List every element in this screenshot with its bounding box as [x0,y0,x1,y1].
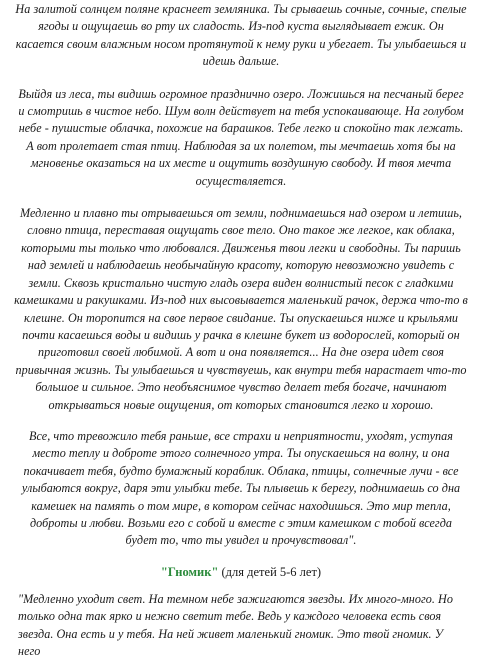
paragraph-flight: Медленно и плавно ты отрываешься от земли, поднимаешься над озером и летишь, словно птица, переставая ощущать свое тело. Оно такое же легкое, как облака, которыми ты только что любовался. Движенья твои легки и свободны. Ты паришь над землей и наблюдаешь необычайную красоту, которую невозможно увидеть с земли. Сквозь кристально чистую гладь озера виден волнистый песок с гладкими камешками и ракушками. Из-под них высовывается маленький рачок, держа что-то в клешне. Он торопится на свое первое свидание. Ты опускаешься ниже и крыльями почти касаешься воды и видишь у рачка в клешне букет из водорослей, который он приготовил своей любимой. А вот и она появляется... На дне озера идет своя привычная жизнь. Ты улыбаешься и чувствуешь, как внутри тебя нарастает что-то большое и сильное. Это необъяснимое чувство делает тебя богаче, начинают открываться новые ощущения, от которых становится легко и хорошо. [14,206,468,412]
paragraph-lake: Выйдя из леса, ты видишь огромное празднично озеро. Ложишься на песчаный берег и смотришь в чистое небо. Шум волн действует на тебя успокаивающе. На голубом небе - пушистые облачка, похожие на барашков. Тебе легко и спокойно так лежать. А вот пролетает стая птиц. Наблюдая за их полетом, ты мечтаешь хотя бы на мгновенье оказаться на их месте и ощутить воздушную свободу. И твоя мечта осуществляется. [18,86,464,188]
paragraph-return: Все, что тревожило тебя раньше, все страхи и неприятности, уходят, уступая место теплу и доброте этого солнечного утра. Ты опускаешься на волну, и она покачивает тебя, будто бумажный кораблик. Облака, птицы, солнечные лучи - все улыбаются вокруг, даря эти улыбки тебе. Ты плывешь к берегу, поднимаешь со дна камешек на память о том мире, в котором сейчас находишься. Это мир тепла, доброты и любви. Возьми его с собой и вместе с этим камешком с тобой всегда будет то, что ты увидел и прочувствовал". [21,428,461,548]
section-title: "Гномик" [160,564,219,579]
section-heading [14,563,468,581]
paragraph-gnome-intro: "Медленно уходит свет. На темном небе зажигаются звезды. Их много-много. Но только одна так ярко и нежно светит тебе. Ведь у каждого человека есть своя звезда. Она есть и у тебя. На ней живет маленький гномик. Это твой гномик. У него [18,591,453,658]
paragraph-strawberry-meadow: На залитой солнцем поляне краснеет земляника. Ты срываешь сочные, сочные, спелые ягоды и ощущаешь во рту их сладость. Из-под куста выглядывает ежик. Он касается своим влажным носом протянутой к нему руки и убегает. Ты улыбаешься и идешь дальше. [15,2,467,69]
section-subtitle: (для детей 5-6 лет) [221,564,322,579]
